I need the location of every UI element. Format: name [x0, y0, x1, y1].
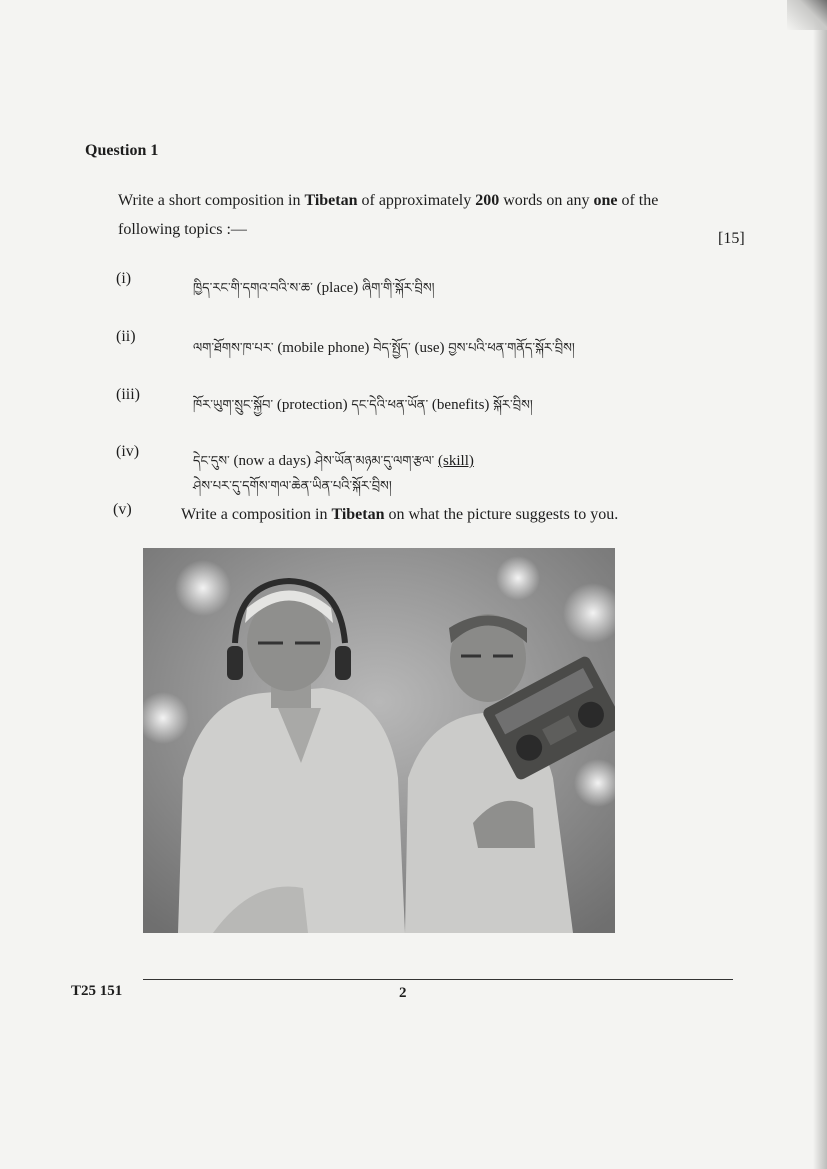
- footer-rule: [143, 979, 733, 980]
- topic-iii: ཁོར་ཡུག་སྲུང་སྐྱོབ་ (protection) དང་དེའི་ཕན་ཡོན་ (benefits) སྐོར་བྲིས།: [193, 397, 533, 413]
- topic-iv: དེང་དུས་ (now a days) ཤེས་ཡོན་མཉམ་དུ་ལག་རྩལ་ (skill): [193, 453, 474, 469]
- topic-iv-line2: ཤེས་པར་དུ་དགོས་གལ་ཆེན་ཡིན་པའི་སྐོར་བྲིས།: [193, 479, 392, 494]
- paper-code: T25 151: [71, 983, 123, 999]
- scan-corner: [787, 0, 827, 30]
- topic-number: (iv): [116, 443, 140, 460]
- question-intro-line1: Write a short composition in Tibetan of approximately 200 words on any one of the: [118, 192, 659, 209]
- topic-v: Write a composition in Tibetan on what the picture suggests to you.: [181, 506, 619, 523]
- topic-number: (ii): [116, 328, 136, 345]
- photo-illustration: [143, 548, 615, 933]
- topic-number: (iii): [116, 386, 140, 403]
- topic-i: ཁྱིད་རང་གི་དགའ་བའི་ས་ཆ་ (place) ཞིག་གི་སྐོར་བྲིས།: [193, 280, 435, 296]
- page-number: 2: [399, 985, 407, 1001]
- scan-edge: [813, 0, 827, 1169]
- question-intro-line2: following topics :—: [118, 221, 247, 238]
- topic-number: (v): [113, 501, 132, 518]
- question-title: Question 1: [85, 142, 159, 159]
- photo-elderly-couple-music: [143, 548, 615, 933]
- topic-ii: ལག་ཐོགས་ཁ་པར་ (mobile phone) བེད་སྤྱོད་ (use) བྱས་པའི་ཕན་གནོད་སྐོར་བྲིས།: [193, 340, 575, 356]
- marks: [15]: [718, 230, 745, 247]
- topic-number: (i): [116, 270, 132, 287]
